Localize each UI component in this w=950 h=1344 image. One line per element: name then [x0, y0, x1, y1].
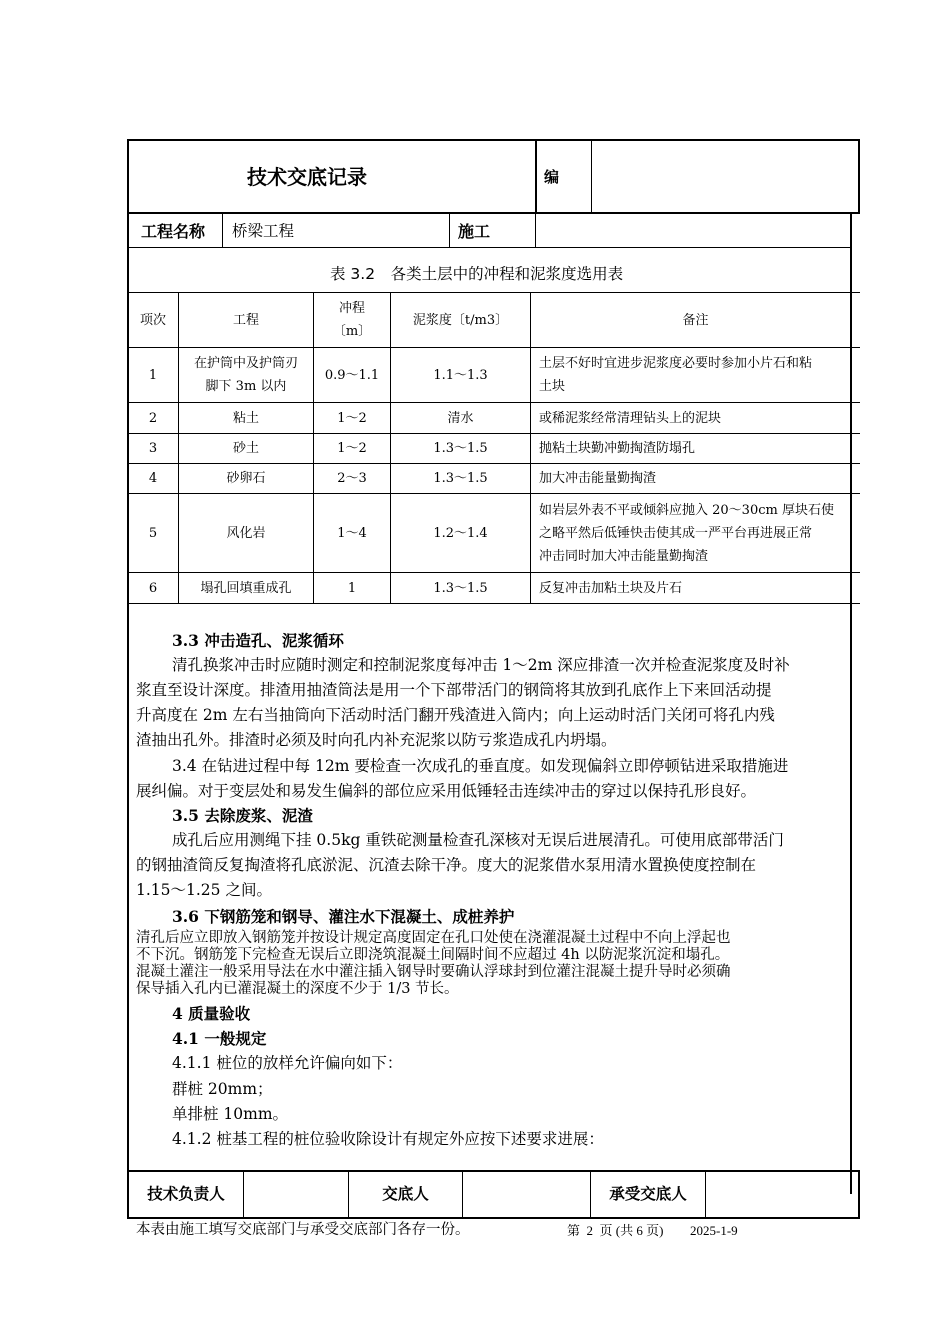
paragraph-line: 保导插入孔内已灌混凝土的深度不少于 1/3 节长。: [136, 981, 459, 997]
table-cell: 抛粘土块勤冲勤掏渣防塌孔: [539, 441, 696, 456]
section-3-3-title: 3.3 冲击造孔、泥浆循环: [172, 631, 344, 650]
table-cell: 1: [347, 580, 357, 596]
table-cell: 1.3～1.5: [433, 580, 488, 596]
paragraph-line: 混凝土灌注一般采用导法在水中灌注插入钢导时要确认浮球封到位灌注混凝土提升导时必须确: [136, 964, 731, 980]
project-divider-2: [449, 214, 450, 248]
table-cell: 清水: [447, 410, 474, 426]
page-info: 第 2 页 (共 6 页): [567, 1223, 664, 1238]
paragraph-line: 1.15～1.25 之间。: [136, 881, 272, 899]
table-header-cell: 工程: [232, 312, 259, 328]
table-cell: 土层不好时宜进步泥浆度必要时参加小片石和粘 土块: [539, 356, 813, 394]
table-cell: 风化岩: [226, 525, 266, 541]
table-header-cell: 备注: [682, 312, 709, 328]
table-cell: 4: [148, 471, 158, 486]
table-cell: 1～2: [337, 441, 367, 456]
table-cell: 1: [148, 367, 158, 383]
paragraph-line: 展纠偏。对于变层处和易发生偏斜的部位应采用低锤轻击连续冲击的穿过以保持孔形良好。: [136, 782, 757, 800]
header-divider-1: [535, 139, 537, 214]
paragraph-line: 4.1.1 桩位的放样允许偏向如下：: [172, 1054, 403, 1072]
paragraph-line: 清孔换浆冲击时应随时测定和控制泥浆度每冲击 1～2m 深应排渣一次并检查泥浆度及时补: [172, 656, 790, 674]
table-cell: 2～3: [337, 471, 367, 486]
paragraph-line: 4.1.2 桩基工程的桩位验收除设计有规定外应按下述要求进展：: [172, 1130, 604, 1148]
paragraph-line: 不下沉。钢筋笼下完检查无误后立即浇筑混凝土间隔时间不应超过 4h 以防泥浆沉淀和塌孔。: [136, 947, 730, 963]
table-header-cell: 泥浆度〔t/m3〕: [412, 312, 509, 328]
table-cell: 1～4: [337, 525, 367, 541]
paragraph-line: 单排桩 10mm。: [172, 1105, 289, 1123]
project-bottom: [127, 247, 852, 248]
table-cell: 粘土: [232, 410, 259, 426]
table-caption: 表 3.2 各类土层中的冲程和泥浆度选用表: [330, 265, 624, 283]
paragraph-line: 3.4 在钻进过程中每 12m 要检查一次成孔的垂直度。如发现偏斜立即停顿钻进采取措施进: [172, 757, 789, 775]
table-cell: 6: [148, 580, 158, 596]
section-3-5-title: 3.5 去除废浆、泥渣: [172, 806, 313, 825]
paragraph-line: 清孔后应立即放入钢筋笼并按设计规定高度固定在孔口处使在浇灌混凝土过程中不向上浮起也: [136, 930, 731, 946]
signature-divider: [705, 1170, 706, 1218]
project-name-label: 工程名称: [141, 222, 206, 241]
frame-right-bottom: [858, 1170, 860, 1219]
table-cell: 1.2～1.4: [433, 525, 488, 541]
handover-label: 交底人: [382, 1185, 429, 1203]
table-cell: 3: [148, 441, 158, 456]
paragraph-line: 升高度在 2m 左右当抽筒向下活动时活门翻开残渣进入筒内；向上运动时活门关闭可将孔内残: [136, 706, 775, 724]
footer-note: 本表由施工填写交底部门与承受交底部门各存一份。: [136, 1222, 470, 1238]
table-header-cell: 冲程 〔m〕: [332, 301, 372, 339]
signature-divider: [462, 1170, 463, 1218]
table-cell: 0.9～1.1: [324, 367, 380, 383]
tech-lead-label: 技术负责人: [147, 1185, 225, 1203]
table-cell: 在护筒中及护筒刃 脚下 3m 以内: [193, 356, 298, 394]
header-bottom: [127, 212, 860, 214]
frame-right-top: [858, 139, 860, 214]
frame-bottom: [127, 1217, 860, 1219]
paragraph-line: 的钢抽渣筒反复掏渣将孔底淤泥、沉渣去除干净。度大的泥浆借水泵用清水置换使度控制在: [136, 856, 757, 874]
table-cell: 砂土: [232, 441, 259, 456]
table-cell: 1.3～1.5: [433, 471, 488, 486]
frame-top: [127, 139, 860, 141]
table-header-cell: 项次: [139, 312, 166, 328]
table-cell: 2: [148, 410, 158, 426]
paragraph-line: 群桩 20mm；: [172, 1080, 273, 1098]
table-cell: 如岩层外表不平或倾斜应抛入 20～30cm 厚块石使 之略平然后低锤快击使其成一严平台再进展正常 冲击同时加大冲击能量勤掏渣: [539, 502, 834, 564]
project-name-value: 桥梁工程: [232, 223, 295, 240]
section-4-1-title: 4.1 一般规定: [172, 1029, 267, 1048]
section-3-6-title: 3.6 下钢筋笼和钢导、灌注水下混凝土、成桩养护: [172, 907, 515, 926]
table-cell: 1.1～1.3: [433, 367, 488, 383]
header-divider-2: [591, 139, 592, 214]
paragraph-line: 渣抽出孔外。排渣时必须及时向孔内补充泥浆以防亏浆造成孔内坍塌。: [136, 731, 617, 749]
table-cell: 塌孔回填重成孔: [200, 580, 292, 596]
table-cell: 5: [148, 525, 158, 541]
paragraph-line: 成孔后应用测绳下挂 0.5kg 重铁砣测量检查孔深核对无误后进展清孔。可使用底部带活门: [172, 831, 784, 849]
table-cell: 砂卵石: [226, 471, 266, 486]
table-cell: 1～2: [337, 410, 367, 426]
code-label: 编: [544, 168, 560, 186]
table-cell: 1.3～1.5: [433, 441, 488, 456]
table-cell: 反复冲击加粘土块及片石: [539, 580, 683, 596]
receiver-label: 承受交底人: [609, 1185, 687, 1203]
table-hline: [127, 603, 860, 604]
footer-date: 2025-1-9: [690, 1223, 738, 1238]
construction-label: 施工: [458, 222, 491, 241]
table-cell: 加大冲击能量勤掏渣: [539, 471, 657, 486]
section-4-title: 4 质量验收: [172, 1004, 251, 1023]
paragraph-line: 浆直至设计深度。排渣用抽渣筒法是用一个下部带活门的钢筒将其放到孔底作上下来回活动提: [136, 681, 772, 699]
signature-divider: [243, 1170, 244, 1218]
project-divider-1: [222, 214, 223, 248]
document-title: 技术交底记录: [247, 165, 367, 189]
table-cell: 或稀泥浆经常清理钻头上的泥块: [539, 410, 722, 426]
project-divider-3: [535, 214, 536, 248]
